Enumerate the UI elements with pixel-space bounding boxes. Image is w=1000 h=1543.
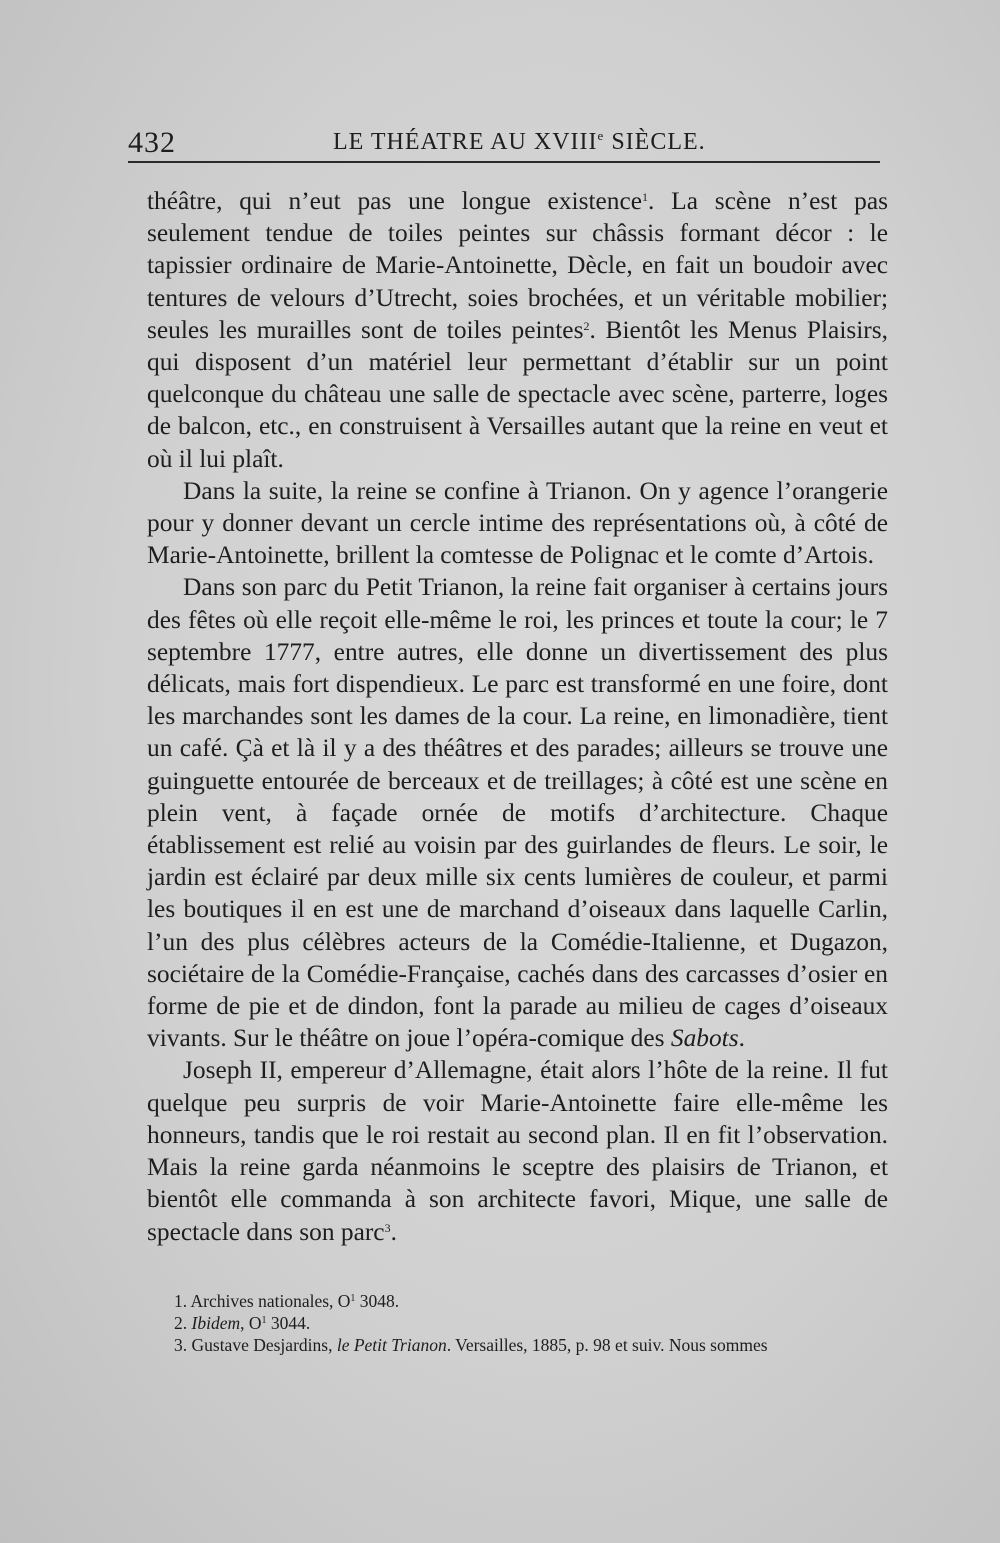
running-title-superscript: e [597,128,605,143]
text-segment: Joseph II, empereur d’Allemagne, était alors l’hôte de la reine. Il fut quelque peu surpris de voir Marie-Antoinette faire elle-même les honneurs, tandis que le roi restait au second plan. Il en fit l’observation. Mais la reine garda néanmoins le sceptre des plaisirs de Trianon, et bientôt elle commanda à son architecte favori, Mique, une salle de spectacle dans son parc [147,1056,888,1246]
running-title-end: SIÈCLE. [604,129,706,155]
note-reference: 3 [384,1220,391,1235]
paragraph [147,185,888,475]
text-segment: Dans son parc du Petit Trianon, la reine fait organiser à certains jours des fêtes où elle reçoit elle-même le roi, les princes et toute la cour; le 7 septembre 1777, entre autres, elle donne un divertissement des plus délicats, mais fort dispendieux. Le parc est transformé en une foire, dont les marchandes sont les dames de la cour. La reine, en limonadière, tient un café. Çà et là il y a des théâtres et des parades; ailleurs se trouve une guinguette entourée de berceaux et de treillages; à côté est une scène en plein vent, à façade ornée de motifs d’architecture. Chaque établissement est relié au voisin par des guirlandes de fleurs. Le soir, le jardin est éclairé par deux mille six cents lumières de couleur, et parmi les boutiques il en est une de marchand d’oiseaux dans laquelle Carlin, l’un des plus célèbres acteurs de la Comédie-Italienne, et Dugazon, sociétaire de la Comédie-Française, cachés dans des carcasses d’osier en forme de pie et de dindon, font la parade au milieu de cages d’oiseaux vivants. Sur le théâtre on joue l’opéra-comique des [147,573,888,1053]
text-segment: théâtre, qui n’eut pas une longue existence [147,187,643,215]
paragraph [147,571,888,1054]
italic-text: Sabots [670,1024,739,1053]
text-segment: 3048. [355,1291,400,1311]
text-segment: . La scène n’est pas seulement tendue de toiles peintes sur châssis formant décor : le tapissier ordinaire de Marie-Antoinette, Dècle, en fait un boudoir avec tentures de velours d’Utrecht, soies brochées, et un véritable mobilier; seules les murailles sont de toiles peintes [147,187,889,344]
page-number: 432 [128,126,176,159]
paragraph [147,1054,888,1247]
note-reference: 1 [642,190,649,204]
footnote [147,1290,897,1312]
footnotes [147,1290,897,1356]
text-segment: 3044. [266,1313,311,1333]
text-segment: . [390,1217,397,1246]
text-segment: . Versailles, 1885, p. 98 et suiv. Nous sommes [446,1335,768,1355]
footnote [147,1334,897,1356]
running-title-start: LE THÉATRE AU XVIII [333,129,598,155]
text-segment: 1. Archives nationales, O [174,1291,351,1311]
italic-text: le Petit Trianon [336,1335,447,1355]
note-reference: 1 [261,1315,267,1326]
text-segment: . Bientôt les Menus Plaisirs, qui disposent d’un matériel leur permettant d’établir sur un point quelconque du château une salle de spectacle avec scène, parterre, loges de balcon, etc., en construisent à Versailles autant que la reine en veut et où il lui plaît. [147,315,888,473]
italic-text: Ibidem [191,1313,241,1333]
text-segment: 3. Gustave Desjardins, [174,1335,337,1355]
body-text [147,185,888,1248]
running-title [333,128,706,156]
text-segment: Dans la suite, la reine se confine à Trianon. On y agence l’orangerie pour y donner devant un cercle intime des représentations où, à côté de Marie-Antoinette, brillent la comtesse de Polignac et le comte d’Artois. [147,476,888,570]
text-segment: . [738,1024,745,1053]
footnote [147,1312,897,1334]
paragraph [147,475,888,572]
text-segment: 2. [174,1313,192,1333]
note-reference: 1 [350,1293,356,1304]
note-reference: 2 [583,318,590,333]
header-rule [128,161,880,163]
running-header [128,122,880,162]
text-segment: , O [240,1313,262,1333]
